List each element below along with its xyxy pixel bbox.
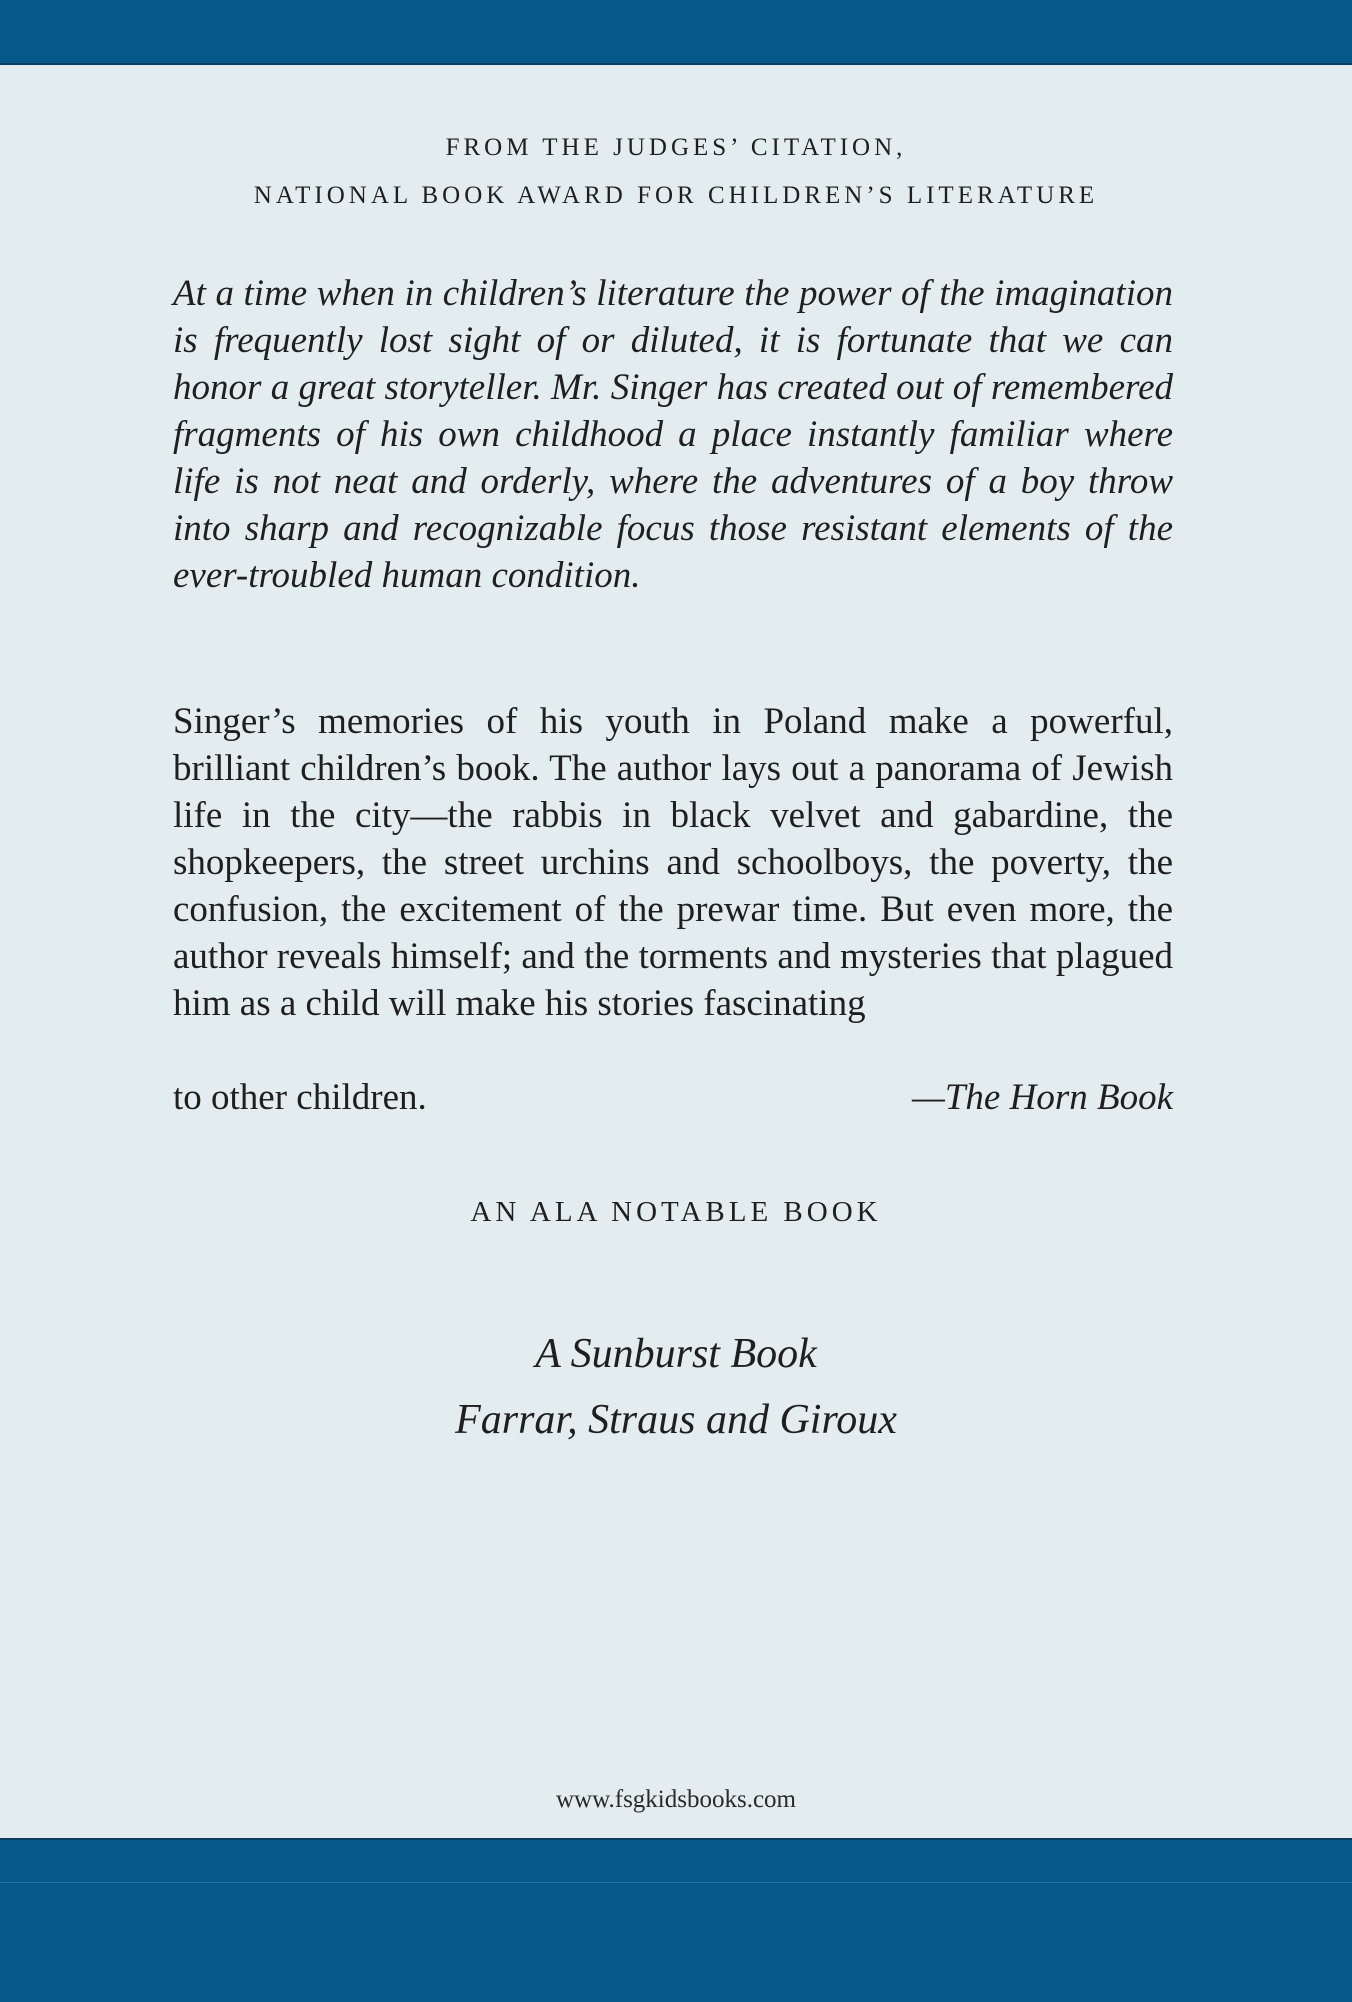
ala-notable-book: AN ALA NOTABLE BOOK — [470, 1196, 882, 1228]
bottom-band-stripe — [0, 1882, 1352, 1883]
citation-header-line-2: NATIONAL BOOK AWARD FOR CHILDREN’S LITERATURE — [253, 182, 1099, 209]
publisher-url: www.fsgkidsbooks.com — [555, 1786, 797, 1813]
review-attribution: —The Horn Book — [911, 1077, 1173, 1118]
judges-citation-quote: At a time when in children’s literature the power of the imagination is frequently lost sight of or diluted, it is fortunate that we can honor a great storyteller. Mr. Singer has created out of remembered fragments of his own childhood a place instantly familiar where life is not neat and orderly, where the adventures of a boy throw into sharp and recognizable focus those resistant elements of the ever-troubled human condition. — [173, 273, 1173, 596]
review-final-line — [173, 1074, 1173, 1121]
horn-book-review: Singer’s memories of his youth in Poland make a powerful, brilliant children’s book. The author lays out a panorama of Jewish life in the city—the rabbis in black velvet and gabardine, the shopkeepers, the street urchins and schoolboys, the poverty, the confusion, the excitement of the prewar time. But even more, the author reveals himself; and the torments and mysteries that plagued him as a child will make his stories fascinating — [173, 701, 1173, 1024]
citation-header-line-1: FROM THE JUDGES’ CITATION, — [445, 134, 907, 161]
top-color-band — [0, 0, 1352, 65]
imprint-sunburst: A Sunburst Book — [535, 1331, 817, 1377]
imprint-publisher: Farrar, Straus and Giroux — [455, 1397, 897, 1443]
review-last-words: to other children. — [173, 1077, 427, 1118]
bottom-color-band — [0, 1838, 1352, 2002]
